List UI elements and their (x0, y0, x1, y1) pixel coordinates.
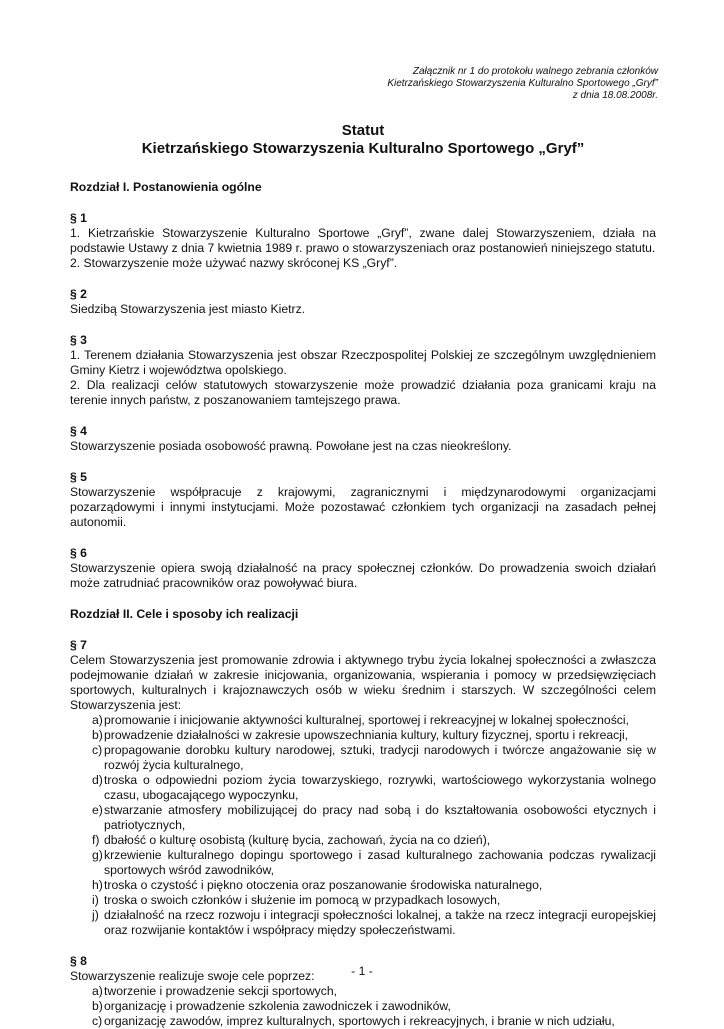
list-text: troska o czystość i piękno otoczenia oraz poszanowanie środowiska naturalnego, (104, 878, 543, 892)
section-3 (70, 333, 656, 408)
list-text: propagowanie dorobku kultury narodowej, sztuki, tradycji narodowych i twórcze angażowanie się w rozwój życia kulturalnego, (104, 743, 656, 772)
list-text: organizację zawodów, imprez kulturalnych, sportowych i rekreacyjnych, i branie w nich udziału, (104, 1014, 615, 1028)
list-letter: j) (92, 908, 99, 922)
paragraph: Stowarzyszenie posiada osobowość prawną. Powołane jest na czas nieokreślony. (70, 439, 512, 453)
section-number: § 8 (70, 954, 87, 968)
list-text: działalność na rzecz rozwoju i integracji społeczności lokalnej, a także na rzecz integracji europejskiej oraz rozwijanie kontaktów i współpracy między społeczeństwami. (104, 908, 656, 937)
section-5 (70, 470, 656, 530)
list-letter: g) (92, 848, 103, 862)
paragraph: Siedzibą Stowarzyszenia jest miasto Kietrz. (70, 302, 306, 316)
paragraph: 1. Terenem działania Stowarzyszenia jest obszar Rzeczpospolitej Polskiej ze szczególnym uwzględnieniem Gminy Kietrz i województwa opolskiego. (70, 348, 656, 377)
list-letter: c) (92, 743, 103, 757)
paragraph: Stowarzyszenie opiera swoją działalność na pracy społecznej członków. Do prowadzenia swoich działań może zatrudniać pracowników oraz powoływać biura. (70, 561, 656, 590)
annex-line-2: Kietrzańskiego Stowarzyszenia Kulturalno Sportowego „Gryf” (387, 78, 658, 89)
list-letter: c) (92, 1014, 103, 1028)
document-title (70, 122, 656, 158)
section-number: § 3 (70, 333, 87, 347)
list-letter: a) (92, 984, 103, 998)
list-item (70, 773, 656, 803)
paragraph: Celem Stowarzyszenia jest promowanie zdrowia i aktywnego trybu życia lokalnej społeczności a zwłaszcza podejmowanie działań w zakresie inicjowania, organizowania, wspierania i pomocy w przedsięwzięciach sportowych, kulturalnych i krajoznawczych osób w wieku średnim i starszych. W szczególności celem Stowarzyszenia jest: (70, 653, 656, 712)
list-item (70, 743, 656, 773)
paragraph: 1. Kietrzańskie Stowarzyszenie Kulturalno Sportowe „Gryf”, zwane dalej Stowarzyszeniem, działa na podstawie Ustawy z dnia 7 kwietnia 1989 r. prawo o stowarzyszeniach oraz postanowień niniejszego statutu. (70, 226, 656, 255)
list-letter: b) (92, 728, 103, 742)
list-item (70, 999, 656, 1014)
list-text: prowadzenie działalności w zakresie upowszechniania kultury, kultury fizycznej, sportu i rekreacji, (104, 728, 629, 742)
chapter-heading-1: Rozdział I. Postanowienia ogólne (70, 180, 262, 194)
list-text: troska o odpowiedni poziom życia towarzyskiego, rozrywki, wartościowego wykorzystania wolnego czasu, ubogacającego wypoczynku, (104, 773, 656, 802)
paragraph: 2. Stowarzyszenie może używać nazwy skróconej KS „Gryf”. (70, 256, 398, 270)
section-number: § 4 (70, 424, 87, 438)
list-item (70, 713, 656, 728)
list-text: promowanie i inicjowanie aktywności kulturalnej, sportowej i rekreacyjnej w lokalnej społeczności, (104, 713, 629, 727)
list-letter: h) (92, 878, 103, 892)
list-item (70, 833, 656, 848)
list-item (70, 878, 656, 893)
annex-note (70, 66, 658, 102)
section-number: § 6 (70, 546, 87, 560)
list-item (70, 1014, 656, 1029)
section-6 (70, 546, 656, 591)
list-item (70, 848, 656, 878)
list-letter: b) (92, 999, 103, 1013)
section-4 (70, 424, 656, 454)
list-letter: a) (92, 713, 103, 727)
list-letter: f) (92, 833, 100, 847)
section-number: § 1 (70, 211, 87, 225)
paragraph: 2. Dla realizacji celów statutowych stowarzyszenie może prowadzić działania poza granicami kraju na terenie innych państw, z poszanowaniem tamtejszego prawa. (70, 378, 656, 407)
paragraph: Stowarzyszenie realizuje swoje cele poprzez: (70, 969, 315, 983)
section-number: § 5 (70, 470, 87, 484)
list-letter: i) (92, 893, 99, 907)
section-1 (70, 211, 656, 271)
chapter-heading-2: Rozdział II. Cele i sposoby ich realizacji (70, 607, 299, 621)
list-text: dbałość o kulturę osobistą (kulturę bycia, zachowań, życia na co dzień), (104, 833, 491, 847)
list-item (70, 984, 656, 999)
title-line-1: Statut (341, 122, 385, 139)
paragraph: Stowarzyszenie współpracuje z krajowymi, zagranicznymi i międzynarodowymi organizacjami pozarządowymi i innymi instytucjami. Może pozostawać członkiem tych organizacji na zasadach pełnej autonomii. (70, 485, 656, 529)
list-item (70, 908, 656, 938)
page-number: - 1 - (351, 964, 373, 978)
list-text: organizację i prowadzenie szkolenia zawodniczek i zawodników, (104, 999, 451, 1013)
list-item (70, 803, 656, 833)
list-letter: e) (92, 803, 103, 817)
list-item (70, 728, 656, 743)
section-number: § 2 (70, 287, 87, 301)
section-number: § 7 (70, 638, 87, 652)
list-letter: d) (92, 773, 103, 787)
section-7 (70, 638, 656, 938)
list-text: stwarzanie atmosfery mobilizującej do pracy nad sobą i do kształtowania osobowości etycznych i patriotycznych, (104, 803, 656, 832)
goals-list (70, 713, 656, 938)
list-text: krzewienie kulturalnego dopingu sportowego i zasad kulturalnego zachowania podczas rywalizacji sportowych wśród zawodników, (104, 848, 656, 877)
annex-line-3: z dnia 18.08.2008r. (572, 90, 658, 101)
section-2 (70, 287, 656, 317)
list-text: tworzenie i prowadzenie sekcji sportowych, (104, 984, 338, 998)
list-text: troska o swoich członków i służenie im pomocą w przypadkach losowych, (104, 893, 501, 907)
annex-line-1: Załącznik nr 1 do protokołu walnego zebrania członków (412, 66, 658, 77)
means-list (70, 984, 656, 1029)
title-line-2: Kietrzańskiego Stowarzyszenia Kulturalno Sportowego „Gryf” (141, 140, 585, 157)
list-item (70, 893, 656, 908)
